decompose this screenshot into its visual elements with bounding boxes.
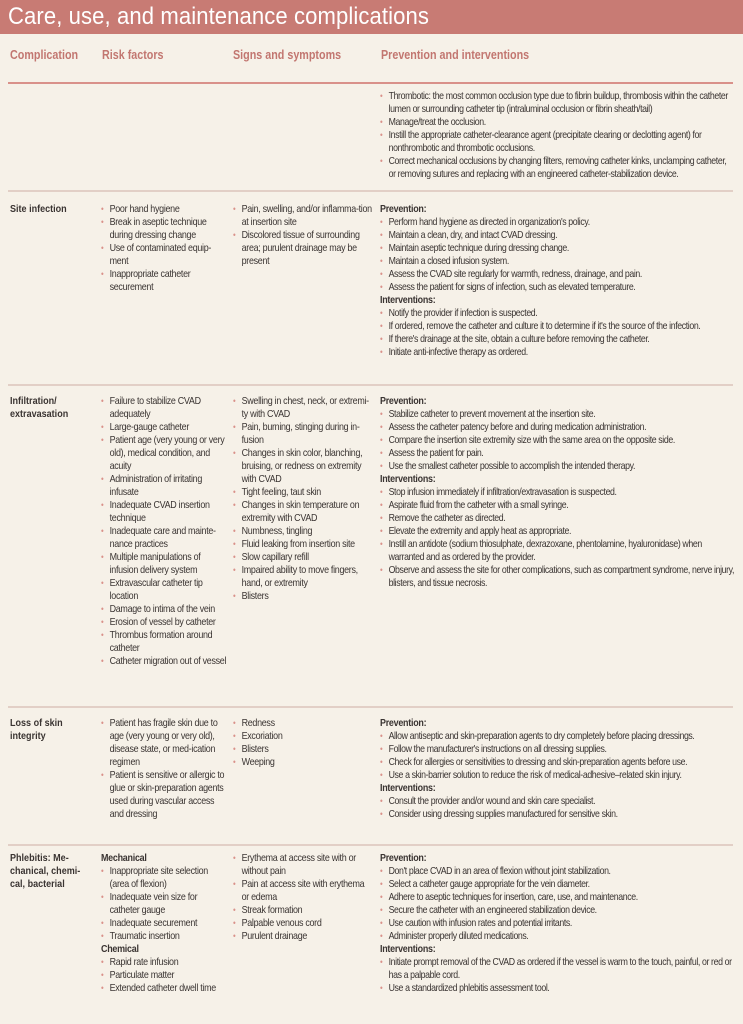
signs-cell: [233, 852, 373, 943]
list-item: • Adhere to aseptic techniques for insertion, care, use, and maintenance.: [380, 891, 734, 904]
list-item: • Pain, burning, stinging during in-fusion: [233, 421, 373, 447]
list-item: • Break in aseptic technique during dressing change: [101, 216, 229, 242]
list-item: • Assess the catheter patency before and during medication administration.: [380, 421, 734, 434]
signs-cell: [233, 717, 373, 769]
list-item: • Allow antiseptic and skin-preparation agents to dry completely before placing dressings.: [380, 730, 734, 743]
list-item: • Pain, swelling, and/or inflamma-tion at insertion site: [233, 203, 373, 229]
list-item: • Damage to intima of the vein: [101, 603, 229, 616]
list-item: • If ordered, remove the catheter and culture it to determine if it's the source of the infection.: [380, 320, 734, 333]
list-item: • If there's drainage at the site, obtain a culture before removing the catheter.: [380, 333, 734, 346]
list-item: • Numbness, tingling: [233, 525, 373, 538]
list-item: • Observe and assess the site for other complications, such as compartment syndrome, nerve injury, blisters, and tissue necrosis.: [380, 564, 734, 590]
risk-group-label: Chemical: [101, 944, 139, 955]
prevention-cell: [380, 203, 735, 359]
signs-list: [233, 852, 373, 943]
header-complication: Complication: [10, 48, 79, 62]
prevention-list: [380, 408, 734, 473]
list-item: • Inadequate CVAD insertion technique: [101, 499, 229, 525]
list-item: • Secure the catheter with an engineered stabilization device.: [380, 904, 734, 917]
complication-cell: [10, 203, 95, 216]
list-item: • Extended catheter dwell time: [101, 982, 229, 995]
list-item: • Swelling in chest, neck, or extremi-ty with CVAD: [233, 395, 373, 421]
prevention-label: Prevention:: [380, 718, 427, 729]
risk-factors-cell: [101, 203, 229, 294]
risk-group-label: Mechanical: [101, 853, 147, 864]
prevention-cell: [380, 90, 735, 181]
list-item: • Rapid rate infusion: [101, 956, 229, 969]
risk-factors-list: [101, 717, 229, 821]
list-item: • Use a standardized phlebitis assessment tool.: [380, 982, 734, 995]
interventions-list: [380, 795, 734, 821]
risk-factors-list: [101, 956, 229, 995]
list-item: • Use a skin-barrier solution to reduce the risk of medical-adhesive–related skin injury.: [380, 769, 734, 782]
signs-cell: [233, 395, 373, 603]
complication-name: Loss of skin integrity: [10, 717, 63, 742]
prevention-list: [380, 865, 734, 943]
list-item: • Consider using dressing supplies manufactured for sensitive skin.: [380, 808, 734, 821]
list-item: • Maintain aseptic technique during dressing change.: [380, 242, 734, 255]
list-item: • Slow capillary refill: [233, 551, 373, 564]
list-item: • Use caution with infusion rates and potential irritants.: [380, 917, 734, 930]
risk-factors-list: [101, 395, 229, 668]
list-item: • Aspirate fluid from the catheter with a small syringe.: [380, 499, 734, 512]
list-item: • Extravascular catheter tip location: [101, 577, 229, 603]
list-item: • Manage/treat the occlusion.: [380, 116, 734, 129]
list-item: • Fluid leaking from insertion site: [233, 538, 373, 551]
prevention-cell: [380, 852, 735, 995]
table-row-skin-integrity: [8, 717, 733, 846]
prevention-list: [380, 730, 734, 782]
list-item: • Administration of irritating infusate: [101, 473, 229, 499]
list-item: • Thrombotic: the most common occlusion type due to fibrin buildup, thrombosis within the catheter lumen or surrounding catheter tip (intraluminal occlusion or fibrin sheath/tail): [380, 90, 734, 116]
list-item: • Initiate anti-infective therapy as ordered.: [380, 346, 734, 359]
page-title: Care, use, and maintenance complications: [8, 3, 429, 30]
list-item: • Stabilize catheter to prevent movement at the insertion site.: [380, 408, 734, 421]
list-item: • Particulate matter: [101, 969, 229, 982]
signs-list: [233, 395, 373, 603]
complication-cell: [10, 395, 95, 421]
list-item: • Impaired ability to move fingers, hand, or extremity: [233, 564, 373, 590]
list-item: • Maintain a clean, dry, and intact CVAD dressing.: [380, 229, 734, 242]
list-item: • Traumatic insertion: [101, 930, 229, 943]
list-item: • Instill the appropriate catheter-clearance agent (precipitate clearing or declotting agent) for nonthrombotic and thrombotic occlusions.: [380, 129, 734, 155]
title-bar: [0, 0, 743, 34]
list-item: • Inadequate securement: [101, 917, 229, 930]
prevention-label: Prevention:: [380, 204, 427, 215]
list-item: • Inappropriate catheter securement: [101, 268, 229, 294]
list-item: • Use the smallest catheter possible to accomplish the intended therapy.: [380, 460, 734, 473]
complication-cell: [10, 717, 95, 743]
list-item: • Correct mechanical occlusions by changing filters, removing catheter kinks, unclamping catheter, or removing sutures and replacing with an engineered catheter-stabilization device.: [380, 155, 734, 181]
list-item: • Assess the CVAD site regularly for warmth, redness, drainage, and pain.: [380, 268, 734, 281]
prevention-list: [380, 90, 734, 181]
risk-factors-list: [101, 203, 229, 294]
signs-list: [233, 203, 373, 268]
list-item: • Redness: [233, 717, 373, 730]
list-item: • Blisters: [233, 743, 373, 756]
list-item: • Multiple manipulations of infusion delivery system: [101, 551, 229, 577]
prevention-cell: [380, 717, 735, 821]
list-item: • Administer properly diluted medications.: [380, 930, 734, 943]
list-item: • Inadequate vein size for catheter gauge: [101, 891, 229, 917]
prevention-label: Prevention:: [380, 853, 427, 864]
interventions-list: [380, 486, 734, 590]
list-item: • Large-gauge catheter: [101, 421, 229, 434]
complication-name: Site infection: [10, 203, 67, 215]
list-item: • Initiate prompt removal of the CVAD as ordered if the vessel is warm to the touch, painful, or red or has a palpable cord.: [380, 956, 734, 982]
list-item: • Assess the patient for signs of infection, such as elevated temperature.: [380, 281, 734, 294]
list-item: • Notify the provider if infection is suspected.: [380, 307, 734, 320]
list-item: • Don't place CVAD in an area of flexion without joint stabilization.: [380, 865, 734, 878]
list-item: • Tight feeling, taut skin: [233, 486, 373, 499]
risk-factors-cell: [101, 717, 229, 821]
list-item: • Stop infusion immediately if infiltration/extravasation is suspected.: [380, 486, 734, 499]
list-item: • Blisters: [233, 590, 373, 603]
interventions-label: Interventions:: [380, 783, 436, 794]
list-item: • Discolored tissue of surrounding area; purulent drainage may be present: [233, 229, 373, 268]
risk-factors-cell: [101, 852, 229, 995]
interventions-label: Interventions:: [380, 474, 436, 485]
list-item: • Select a catheter gauge appropriate for the vein diameter.: [380, 878, 734, 891]
prevention-list: [380, 216, 734, 294]
list-item: • Assess the patient for pain.: [380, 447, 734, 460]
list-item: • Inappropriate site selection (area of flexion): [101, 865, 229, 891]
header-risk-factors: Risk factors: [102, 48, 164, 62]
list-item: • Instill an antidote (sodium thiosulphate, dexrazoxane, phentolamine, hyaluronidase) when warranted and as ordered by the provider.: [380, 538, 734, 564]
header-prevention: Prevention and interventions: [381, 48, 530, 62]
list-item: • Streak formation: [233, 904, 373, 917]
table-row-occlusion-continued: [8, 90, 733, 192]
list-item: • Patient age (very young or very old), medical condition, and acuity: [101, 434, 229, 473]
table-row-site-infection: [8, 203, 733, 386]
prevention-cell: [380, 395, 735, 590]
interventions-list: [380, 307, 734, 359]
complication-name: Infiltration/ extravasation: [10, 395, 69, 420]
list-item: • Erythema at access site with or without pain: [233, 852, 373, 878]
list-item: • Follow the manufacturer's instructions on all dressing supplies.: [380, 743, 734, 756]
list-item: • Changes in skin color, blanching, bruising, or redness on extremity with CVAD: [233, 447, 373, 486]
list-item: • Excoriation: [233, 730, 373, 743]
risk-factors-cell: [101, 395, 229, 668]
list-item: • Consult the provider and/or wound and skin care specialist.: [380, 795, 734, 808]
signs-list: [233, 717, 373, 769]
list-item: • Patient has fragile skin due to age (very young or very old), disease state, or med-ication regimen: [101, 717, 229, 769]
table-row-phlebitis: [8, 852, 733, 1024]
list-item: • Purulent drainage: [233, 930, 373, 943]
complication-name: Phlebitis: Me-chanical, chemi-cal, bacterial: [10, 852, 81, 890]
list-item: • Changes in skin temperature on extremity with CVAD: [233, 499, 373, 525]
prevention-label: Prevention:: [380, 396, 427, 407]
header-signs: Signs and symptoms: [233, 48, 342, 62]
signs-cell: [233, 203, 373, 268]
list-item: • Catheter migration out of vessel: [101, 655, 229, 668]
risk-factors-list: [101, 865, 229, 943]
list-item: • Erosion of vessel by catheter: [101, 616, 229, 629]
list-item: • Maintain a closed infusion system.: [380, 255, 734, 268]
interventions-list: [380, 956, 734, 995]
list-item: • Remove the catheter as directed.: [380, 512, 734, 525]
list-item: • Weeping: [233, 756, 373, 769]
list-item: • Patient is sensitive or allergic to glue or skin-preparation agents used during vascular access and dressing: [101, 769, 229, 821]
interventions-label: Interventions:: [380, 295, 436, 306]
table-row-infiltration: [8, 395, 733, 708]
list-item: • Inadequate care and mainte-nance practices: [101, 525, 229, 551]
interventions-label: Interventions:: [380, 944, 436, 955]
list-item: • Check for allergies or sensitivities to dressing and skin-preparation agents before use.: [380, 756, 734, 769]
list-item: • Palpable venous cord: [233, 917, 373, 930]
complication-cell: [10, 852, 95, 891]
list-item: • Failure to stabilize CVAD adequately: [101, 395, 229, 421]
list-item: • Compare the insertion site extremity size with the same area on the opposite side.: [380, 434, 734, 447]
list-item: • Poor hand hygiene: [101, 203, 229, 216]
list-item: • Thrombus formation around catheter: [101, 629, 229, 655]
list-item: • Elevate the extremity and apply heat as appropriate.: [380, 525, 734, 538]
list-item: • Perform hand hygiene as directed in organization's policy.: [380, 216, 734, 229]
table-header: [8, 34, 733, 84]
list-item: • Pain at access site with erythema or edema: [233, 878, 373, 904]
list-item: • Use of contaminated equip-ment: [101, 242, 229, 268]
